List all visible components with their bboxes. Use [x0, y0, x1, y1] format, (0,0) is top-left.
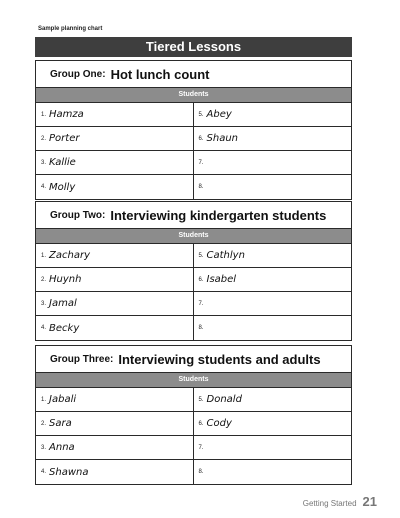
row-number: 5. — [198, 111, 204, 118]
row-number: 2. — [41, 135, 47, 142]
student-rows — [36, 388, 351, 484]
student-cell — [194, 388, 352, 412]
student-cell — [194, 127, 352, 151]
student-cell — [194, 412, 352, 436]
student-name: Shawna — [49, 466, 89, 478]
row-number: 2. — [41, 276, 47, 283]
student-cell — [194, 268, 352, 292]
row-number: 5. — [198, 252, 204, 259]
student-name: Shaun — [206, 133, 239, 144]
student-name: Cathlyn — [206, 250, 245, 261]
student-name: Porter — [49, 133, 80, 144]
student-name: Anna — [49, 442, 75, 453]
row-number: 6. — [198, 135, 204, 142]
row-number: 3. — [41, 300, 47, 307]
group-two-table — [35, 201, 352, 341]
row-number: 7. — [198, 159, 204, 166]
row-number: 4. — [41, 469, 47, 475]
student-name: Becky — [49, 322, 80, 334]
row-number: 8. — [198, 469, 204, 475]
row-number: 4. — [41, 184, 47, 190]
group-one-table — [35, 60, 352, 200]
page-title: Tiered Lessons — [35, 37, 352, 57]
page-footer — [303, 494, 377, 509]
group-header — [36, 346, 351, 373]
student-name: Isabel — [206, 274, 237, 285]
student-cell — [194, 316, 352, 340]
page-number: 21 — [362, 494, 377, 509]
student-name: Huynh — [49, 274, 82, 285]
row-number: 8. — [198, 325, 204, 331]
group-header — [36, 202, 351, 229]
row-number: 1. — [41, 396, 47, 403]
student-cell — [36, 436, 194, 460]
student-name: Hamza — [49, 109, 84, 120]
student-cell — [194, 151, 352, 175]
group-header — [36, 61, 351, 88]
student-cell — [194, 436, 352, 460]
student-cell — [36, 103, 194, 127]
student-cell — [194, 175, 352, 199]
student-name: Abey — [206, 109, 232, 120]
row-number: 2. — [41, 420, 47, 427]
student-cell — [36, 316, 194, 340]
student-name: Zachary — [49, 250, 90, 261]
students-header: Students — [36, 229, 351, 244]
student-cell — [194, 103, 352, 127]
students-header: Students — [36, 373, 351, 388]
student-cell — [194, 460, 352, 484]
student-cell — [36, 460, 194, 484]
row-number: 7. — [198, 300, 204, 307]
student-cell — [194, 292, 352, 316]
students-header: Students — [36, 88, 351, 103]
student-name: Sara — [49, 418, 72, 429]
section-name: Getting Started — [302, 499, 357, 508]
group-label: Group One: — [50, 68, 106, 80]
student-cell — [36, 151, 194, 175]
group-topic: Interviewing kindergarten students — [110, 207, 327, 223]
student-cell — [194, 244, 352, 268]
group-label: Group Two: — [50, 209, 106, 221]
group-topic: Hot lunch count — [110, 66, 210, 82]
row-number: 6. — [198, 420, 204, 427]
row-number: 6. — [198, 276, 204, 283]
student-name: Kallie — [49, 157, 76, 168]
student-name: Jamal — [49, 298, 77, 309]
student-cell — [36, 175, 194, 199]
student-name: Jabali — [49, 394, 77, 405]
student-cell — [36, 244, 194, 268]
chart-caption: Sample planning chart — [38, 26, 103, 32]
row-number: 7. — [198, 444, 204, 451]
row-number: 4. — [41, 325, 47, 331]
student-cell — [36, 292, 194, 316]
row-number: 3. — [41, 159, 47, 166]
student-name: Cody — [206, 418, 232, 429]
row-number: 1. — [41, 252, 47, 259]
student-cell — [36, 388, 194, 412]
row-number: 1. — [41, 111, 47, 118]
student-rows — [36, 103, 351, 199]
student-name: Donald — [206, 394, 242, 405]
student-cell — [36, 127, 194, 151]
row-number: 8. — [198, 184, 204, 190]
row-number: 5. — [198, 396, 204, 403]
student-cell — [36, 412, 194, 436]
student-cell — [36, 268, 194, 292]
group-label: Group Three: — [50, 353, 114, 365]
group-three-table — [35, 345, 352, 485]
student-name: Molly — [49, 181, 76, 193]
row-number: 3. — [41, 444, 47, 451]
student-rows — [36, 244, 351, 340]
group-topic: Interviewing students and adults — [118, 351, 321, 367]
